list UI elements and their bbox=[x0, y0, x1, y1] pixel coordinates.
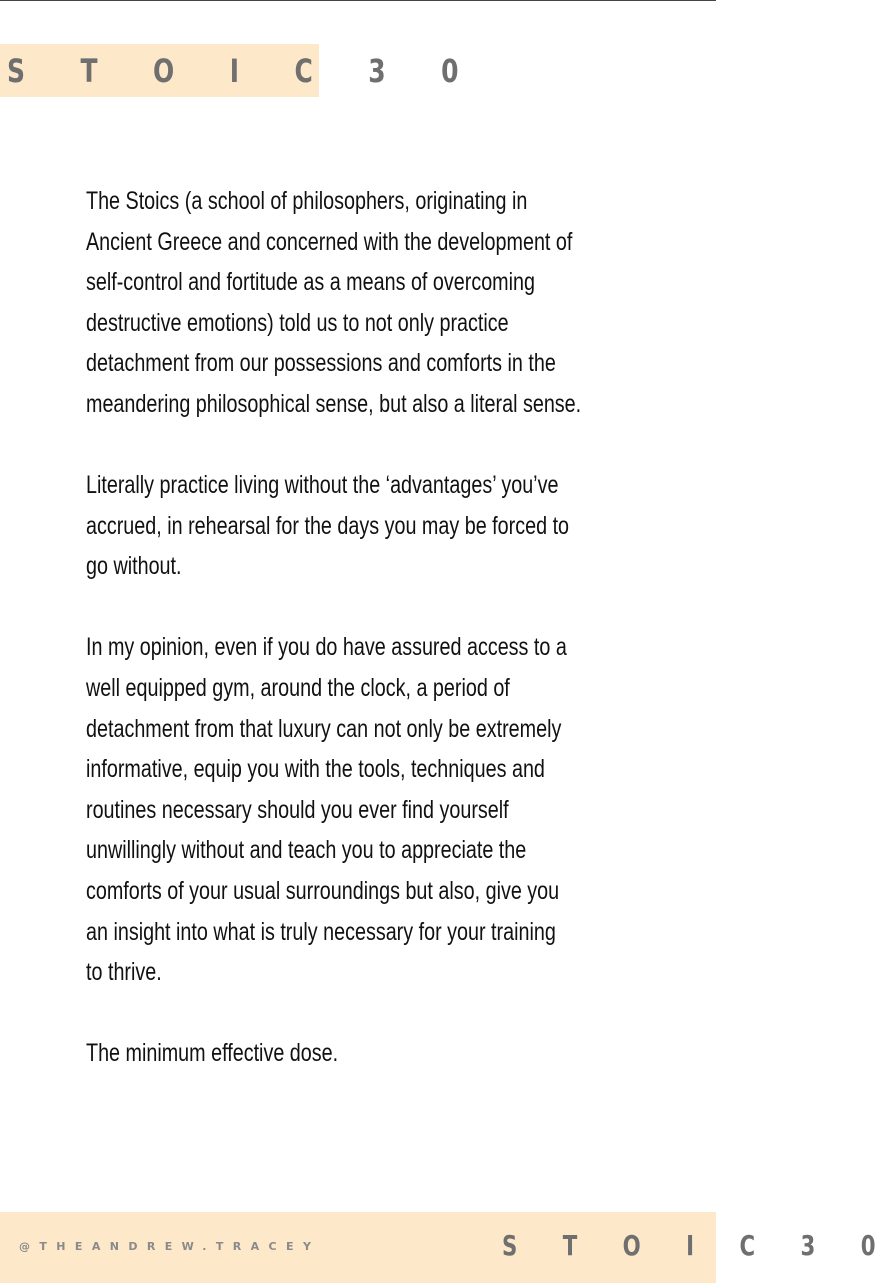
text-line: well equipped gym, around the clock, a period of bbox=[86, 673, 510, 702]
footer-bar bbox=[0, 1212, 895, 1283]
text-line: Ancient Greece and concerned with the development of bbox=[86, 227, 573, 256]
paragraph-stoics bbox=[86, 181, 646, 425]
text-line: meandering philosophical sense, but also a literal sense. bbox=[86, 389, 582, 418]
text-line: informative, equip you with the tools, techniques and bbox=[86, 755, 545, 784]
text-line: detachment from that luxury can not only be extremely bbox=[86, 714, 562, 743]
paragraph-practice bbox=[86, 465, 646, 587]
text-line: go without. bbox=[86, 552, 182, 581]
text-line: routines necessary should you ever find yourself bbox=[86, 795, 509, 824]
paragraph-minimum-dose bbox=[86, 1033, 646, 1074]
text-line: unwillingly without and teach you to appreciate the bbox=[86, 836, 527, 865]
article-body bbox=[86, 181, 646, 1114]
header-brand-banner bbox=[0, 44, 482, 97]
text-line: The minimum effective dose. bbox=[86, 1039, 339, 1068]
author-handle: @THEANDREW.TRACEY bbox=[19, 1240, 321, 1253]
footer-brand-title: S T O I C 3 0 bbox=[502, 1229, 895, 1262]
text-line: In my opinion, even if you do have assured access to a bbox=[86, 633, 567, 662]
paragraph-opinion bbox=[86, 627, 646, 992]
text-line: comforts of your usual surroundings but also, give you bbox=[86, 876, 560, 905]
text-line: Literally practice living without the ‘advantages’ you’ve bbox=[86, 471, 559, 500]
text-line: detachment from our possessions and comforts in the bbox=[86, 349, 556, 378]
text-line: accrued, in rehearsal for the days you may be forced to bbox=[86, 511, 570, 540]
text-line: to thrive. bbox=[86, 958, 162, 987]
text-line: an insight into what is truly necessary for your training bbox=[86, 917, 556, 946]
text-line: destructive emotions) told us to not only practice bbox=[86, 308, 509, 337]
header-brand-title: S T O I C 3 0 bbox=[7, 51, 482, 90]
text-line: self-control and fortitude as a means of overcoming bbox=[86, 268, 536, 297]
text-line: The Stoics (a school of philosophers, originating in bbox=[86, 187, 528, 215]
